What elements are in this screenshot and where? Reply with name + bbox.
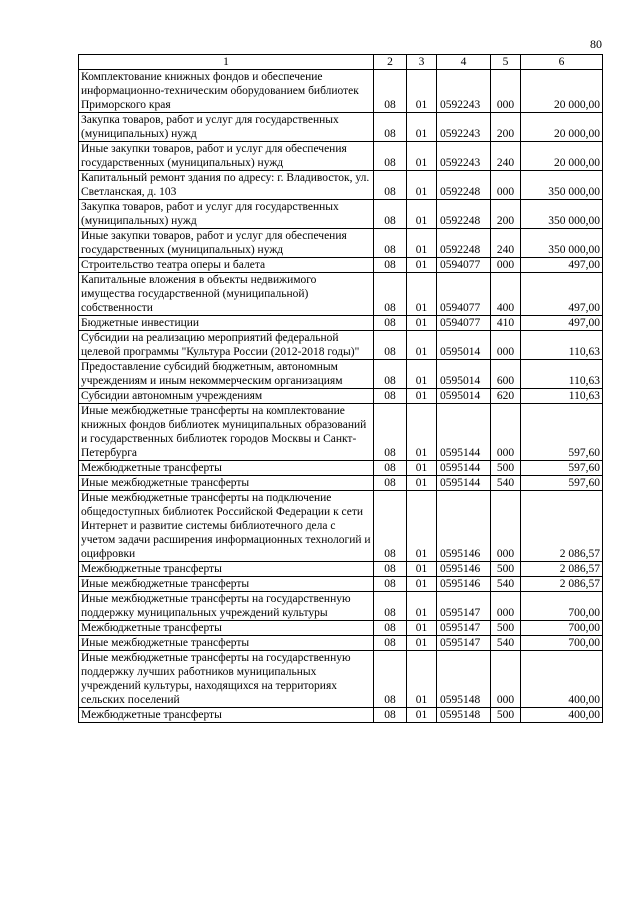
row-name-cell: Комплектование книжных фондов и обеспечение информационно-техническим оборудованием библиотек Приморского края <box>79 70 374 113</box>
amount-cell: 350 000,00 <box>521 229 603 258</box>
target-article-cell: 0595148 <box>437 651 491 708</box>
section-code-cell: 08 <box>374 491 407 562</box>
row-name-cell: Субсидии на реализацию мероприятий федеральной целевой программы "Культура России (2012-2018 годы)" <box>79 331 374 360</box>
amount-cell: 110,63 <box>521 331 603 360</box>
amount-cell: 20 000,00 <box>521 70 603 113</box>
expense-type-cell: 000 <box>491 404 521 461</box>
expense-type-cell: 000 <box>491 651 521 708</box>
row-name-cell: Иные межбюджетные трансферты <box>79 577 374 592</box>
expense-type-cell: 500 <box>491 708 521 723</box>
row-name-cell: Иные межбюджетные трансферты на государственную поддержку муниципальных учреждений культуры <box>79 592 374 621</box>
amount-cell: 2 086,57 <box>521 491 603 562</box>
target-article-cell: 0595144 <box>437 461 491 476</box>
section-code-cell: 08 <box>374 316 407 331</box>
expense-type-cell: 000 <box>491 70 521 113</box>
amount-cell: 597,60 <box>521 461 603 476</box>
amount-cell: 2 086,57 <box>521 577 603 592</box>
page-number: 80 <box>590 37 602 51</box>
section-code-cell: 08 <box>374 461 407 476</box>
table-row <box>79 491 603 562</box>
target-article-cell: 0595147 <box>437 592 491 621</box>
expense-type-cell: 000 <box>491 491 521 562</box>
target-article-cell: 0595014 <box>437 389 491 404</box>
subsection-code-cell: 01 <box>407 404 437 461</box>
header-cell: 2 <box>374 55 407 70</box>
target-article-cell: 0595014 <box>437 331 491 360</box>
expense-type-cell: 540 <box>491 476 521 491</box>
section-code-cell: 08 <box>374 592 407 621</box>
target-article-cell: 0595148 <box>437 708 491 723</box>
section-code-cell: 08 <box>374 258 407 273</box>
table-row <box>79 651 603 708</box>
section-code-cell: 08 <box>374 113 407 142</box>
budget-table <box>78 54 603 723</box>
target-article-cell: 0595147 <box>437 636 491 651</box>
target-article-cell: 0595146 <box>437 491 491 562</box>
row-name-cell: Межбюджетные трансферты <box>79 562 374 577</box>
section-code-cell: 08 <box>374 621 407 636</box>
row-name-cell: Межбюджетные трансферты <box>79 461 374 476</box>
row-name-cell: Предоставление субсидий бюджетным, автономным учреждениям и иным некоммерческим организациям <box>79 360 374 389</box>
amount-cell: 20 000,00 <box>521 142 603 171</box>
table-row <box>79 316 603 331</box>
subsection-code-cell: 01 <box>407 491 437 562</box>
section-code-cell: 08 <box>374 708 407 723</box>
amount-cell: 700,00 <box>521 592 603 621</box>
expense-type-cell: 410 <box>491 316 521 331</box>
row-name-cell: Межбюджетные трансферты <box>79 708 374 723</box>
expense-type-cell: 200 <box>491 200 521 229</box>
table-row <box>79 708 603 723</box>
amount-cell: 400,00 <box>521 651 603 708</box>
subsection-code-cell: 01 <box>407 592 437 621</box>
amount-cell: 497,00 <box>521 258 603 273</box>
table-row <box>79 273 603 316</box>
row-name-cell: Капитальный ремонт здания по адресу: г. Владивосток, ул. Светланская, д. 103 <box>79 171 374 200</box>
amount-cell: 20 000,00 <box>521 113 603 142</box>
table-row <box>79 171 603 200</box>
table-row <box>79 113 603 142</box>
target-article-cell: 0592248 <box>437 229 491 258</box>
expense-type-cell: 000 <box>491 171 521 200</box>
target-article-cell: 0595146 <box>437 577 491 592</box>
section-code-cell: 08 <box>374 171 407 200</box>
target-article-cell: 0595144 <box>437 476 491 491</box>
amount-cell: 497,00 <box>521 316 603 331</box>
subsection-code-cell: 01 <box>407 70 437 113</box>
subsection-code-cell: 01 <box>407 331 437 360</box>
expense-type-cell: 240 <box>491 229 521 258</box>
target-article-cell: 0592243 <box>437 142 491 171</box>
table-row <box>79 331 603 360</box>
expense-type-cell: 000 <box>491 592 521 621</box>
amount-cell: 350 000,00 <box>521 200 603 229</box>
subsection-code-cell: 01 <box>407 476 437 491</box>
header-cell: 5 <box>491 55 521 70</box>
table-row <box>79 258 603 273</box>
table-body <box>79 70 603 723</box>
target-article-cell: 0594077 <box>437 316 491 331</box>
subsection-code-cell: 01 <box>407 389 437 404</box>
row-name-cell: Иные межбюджетные трансферты на государственную поддержку лучших работников муниципальных учреждений культуры, находящихся на территориях сельских поселений <box>79 651 374 708</box>
expense-type-cell: 000 <box>491 331 521 360</box>
subsection-code-cell: 01 <box>407 461 437 476</box>
subsection-code-cell: 01 <box>407 636 437 651</box>
section-code-cell: 08 <box>374 651 407 708</box>
row-name-cell: Закупка товаров, работ и услуг для государственных (муниципальных) нужд <box>79 200 374 229</box>
target-article-cell: 0595147 <box>437 621 491 636</box>
subsection-code-cell: 01 <box>407 142 437 171</box>
target-article-cell: 0595146 <box>437 562 491 577</box>
amount-cell: 2 086,57 <box>521 562 603 577</box>
section-code-cell: 08 <box>374 360 407 389</box>
header-cell: 3 <box>407 55 437 70</box>
amount-cell: 497,00 <box>521 273 603 316</box>
header-cell: 6 <box>521 55 603 70</box>
subsection-code-cell: 01 <box>407 200 437 229</box>
target-article-cell: 0594077 <box>437 273 491 316</box>
section-code-cell: 08 <box>374 577 407 592</box>
table-row <box>79 360 603 389</box>
table-row <box>79 461 603 476</box>
subsection-code-cell: 01 <box>407 113 437 142</box>
target-article-cell: 0592248 <box>437 171 491 200</box>
table-row <box>79 142 603 171</box>
header-cell: 1 <box>79 55 374 70</box>
row-name-cell: Иные межбюджетные трансферты на подключение общедоступных библиотек Российской Федерации к сети Интернет и развитие системы библиотечного дела с учетом задачи расширения информационных технологий и оцифровки <box>79 491 374 562</box>
target-article-cell: 0595014 <box>437 360 491 389</box>
row-name-cell: Иные межбюджетные трансферты <box>79 636 374 651</box>
header-row <box>79 55 603 70</box>
target-article-cell: 0592243 <box>437 113 491 142</box>
target-article-cell: 0592243 <box>437 70 491 113</box>
table-row <box>79 404 603 461</box>
subsection-code-cell: 01 <box>407 273 437 316</box>
table-row <box>79 562 603 577</box>
amount-cell: 110,63 <box>521 389 603 404</box>
amount-cell: 400,00 <box>521 708 603 723</box>
row-name-cell: Строительство театра оперы и балета <box>79 258 374 273</box>
subsection-code-cell: 01 <box>407 621 437 636</box>
target-article-cell: 0594077 <box>437 258 491 273</box>
expense-type-cell: 500 <box>491 461 521 476</box>
expense-type-cell: 200 <box>491 113 521 142</box>
expense-type-cell: 400 <box>491 273 521 316</box>
expense-type-cell: 000 <box>491 258 521 273</box>
section-code-cell: 08 <box>374 200 407 229</box>
subsection-code-cell: 01 <box>407 258 437 273</box>
expense-type-cell: 500 <box>491 621 521 636</box>
expense-type-cell: 500 <box>491 562 521 577</box>
row-name-cell: Иные межбюджетные трансферты <box>79 476 374 491</box>
subsection-code-cell: 01 <box>407 229 437 258</box>
expense-type-cell: 540 <box>491 577 521 592</box>
section-code-cell: 08 <box>374 476 407 491</box>
table-row <box>79 389 603 404</box>
section-code-cell: 08 <box>374 636 407 651</box>
expense-type-cell: 600 <box>491 360 521 389</box>
table-row <box>79 592 603 621</box>
subsection-code-cell: 01 <box>407 316 437 331</box>
subsection-code-cell: 01 <box>407 360 437 389</box>
table-row <box>79 70 603 113</box>
row-name-cell: Иные межбюджетные трансферты на комплектование книжных фондов библиотек муниципальных образований и государственных библиотек городов Москвы и Санкт-Петербурга <box>79 404 374 461</box>
section-code-cell: 08 <box>374 142 407 171</box>
table-row <box>79 577 603 592</box>
section-code-cell: 08 <box>374 273 407 316</box>
row-name-cell: Иные закупки товаров, работ и услуг для обеспечения государственных (муниципальных) нужд <box>79 229 374 258</box>
target-article-cell: 0595144 <box>437 404 491 461</box>
row-name-cell: Бюджетные инвестиции <box>79 316 374 331</box>
amount-cell: 110,63 <box>521 360 603 389</box>
section-code-cell: 08 <box>374 331 407 360</box>
amount-cell: 350 000,00 <box>521 171 603 200</box>
section-code-cell: 08 <box>374 229 407 258</box>
table-row <box>79 229 603 258</box>
row-name-cell: Межбюджетные трансферты <box>79 621 374 636</box>
amount-cell: 700,00 <box>521 636 603 651</box>
section-code-cell: 08 <box>374 70 407 113</box>
subsection-code-cell: 01 <box>407 651 437 708</box>
amount-cell: 700,00 <box>521 621 603 636</box>
row-name-cell: Закупка товаров, работ и услуг для государственных (муниципальных) нужд <box>79 113 374 142</box>
expense-type-cell: 540 <box>491 636 521 651</box>
row-name-cell: Субсидии автономным учреждениям <box>79 389 374 404</box>
subsection-code-cell: 01 <box>407 708 437 723</box>
section-code-cell: 08 <box>374 389 407 404</box>
section-code-cell: 08 <box>374 404 407 461</box>
table-row <box>79 621 603 636</box>
subsection-code-cell: 01 <box>407 171 437 200</box>
expense-type-cell: 620 <box>491 389 521 404</box>
table-row <box>79 476 603 491</box>
subsection-code-cell: 01 <box>407 562 437 577</box>
subsection-code-cell: 01 <box>407 577 437 592</box>
row-name-cell: Иные закупки товаров, работ и услуг для обеспечения государственных (муниципальных) нужд <box>79 142 374 171</box>
expense-type-cell: 240 <box>491 142 521 171</box>
row-name-cell: Капитальные вложения в объекты недвижимого имущества государственной (муниципальной) собственности <box>79 273 374 316</box>
header-cell: 4 <box>437 55 491 70</box>
target-article-cell: 0592248 <box>437 200 491 229</box>
amount-cell: 597,60 <box>521 404 603 461</box>
table-row <box>79 636 603 651</box>
table-row <box>79 200 603 229</box>
amount-cell: 597,60 <box>521 476 603 491</box>
section-code-cell: 08 <box>374 562 407 577</box>
